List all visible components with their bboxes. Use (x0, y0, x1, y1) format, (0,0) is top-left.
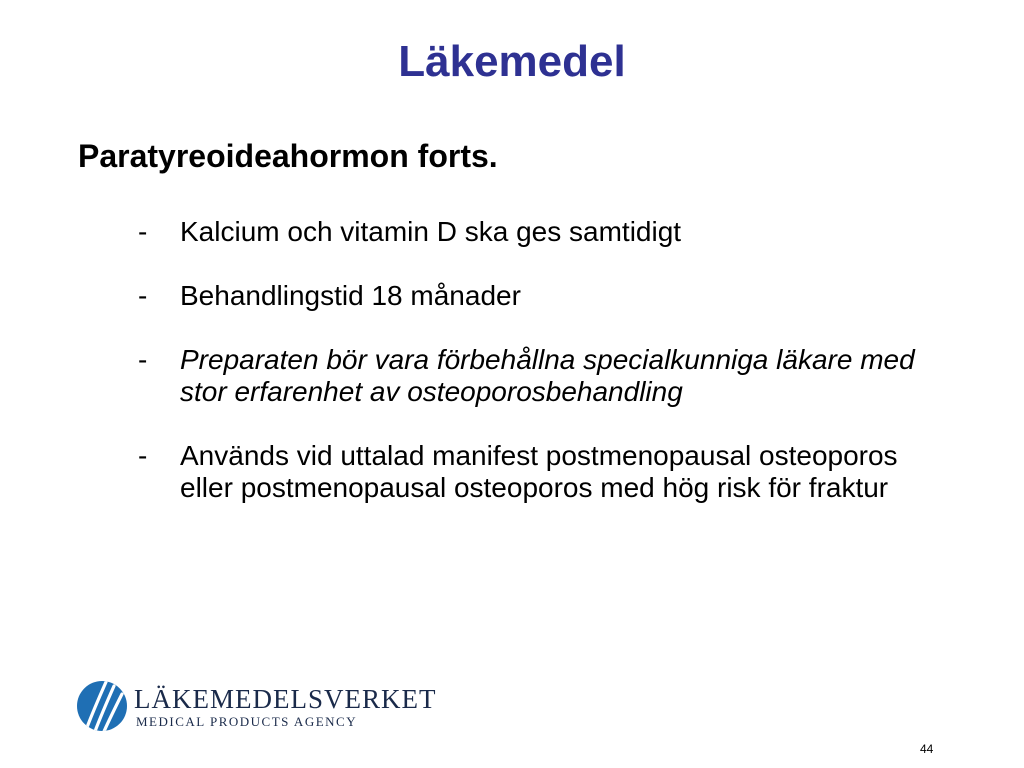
bullet-text: Preparaten bör vara förbehållna specialkunniga läkare med stor erfarenhet av osteoporosbehandling (180, 344, 915, 407)
lakemedelsverket-logo-icon (76, 680, 128, 732)
bullet-dash: - (138, 280, 148, 311)
lakemedelsverket-logo (76, 680, 436, 736)
bullet-item (138, 344, 948, 408)
bullet-item (138, 440, 948, 504)
slide-subtitle: Paratyreoideahormon forts. (78, 138, 498, 174)
bullet-text: Används vid uttalad manifest postmenopausal osteoporos eller postmenopausal osteoporos med hög risk för fraktur (180, 440, 898, 503)
bullet-dash: - (138, 440, 148, 471)
logo-tagline: MEDICAL PRODUCTS AGENCY (136, 714, 358, 729)
bullet-dash: - (138, 344, 148, 375)
bullet-dash: - (138, 216, 148, 247)
bullet-item (138, 216, 948, 248)
logo-name: LÄKEMEDELSVERKET (134, 684, 437, 714)
slide-title: Läkemedel (398, 37, 626, 86)
bullet-list (138, 216, 948, 536)
page-number: 44 (920, 742, 934, 756)
bullet-text: Behandlingstid 18 månader (180, 280, 521, 311)
bullet-text: Kalcium och vitamin D ska ges samtidigt (180, 216, 682, 247)
bullet-item (138, 280, 948, 312)
